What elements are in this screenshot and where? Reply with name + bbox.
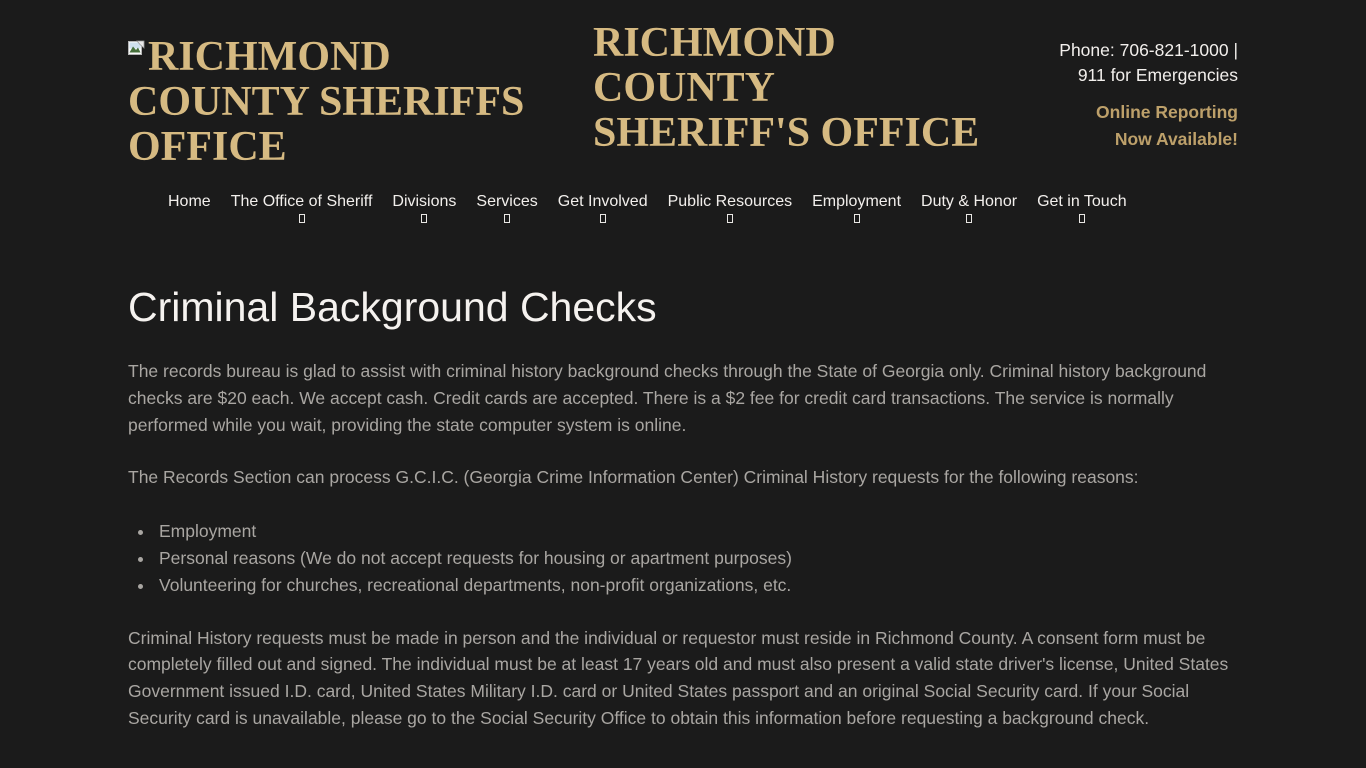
dropdown-indicator-icon [1079, 214, 1085, 223]
online-reporting-line: Online Reporting [1096, 102, 1238, 122]
online-reporting-line: Now Available! [1114, 129, 1238, 149]
nav-item-label: Duty & Honor [921, 193, 1018, 210]
nav-item-duty-honor[interactable] [921, 193, 1017, 223]
phone-number [1025, 38, 1238, 88]
site-title-line: RICHMOND [593, 20, 836, 66]
dropdown-indicator-icon [299, 214, 305, 223]
list-item: • Volunteering for churches, recreational departments, non-profit organizations, etc. [155, 572, 1238, 599]
nav-item-public-resources[interactable] [668, 193, 793, 223]
logo-alt-line: RICHMOND [148, 34, 391, 80]
nav-item-label: Get in Touch [1037, 193, 1127, 210]
nav-item-label: Home [168, 193, 211, 210]
nav-item-home[interactable] [168, 193, 211, 211]
article-content [128, 282, 1238, 732]
nav-item-label: Get Involved [557, 193, 648, 210]
dropdown-indicator-icon [966, 214, 972, 223]
nav-item-get-involved[interactable] [558, 193, 648, 223]
list-item: • Employment [155, 518, 1238, 545]
reasons-list [128, 518, 1238, 598]
site-title-line: COUNTY [593, 65, 776, 111]
phone-line: 911 for Emergencies [1077, 65, 1238, 85]
logo-alt-line: OFFICE [128, 124, 287, 170]
site-title [593, 21, 1025, 156]
header-contact [1025, 21, 1238, 153]
nav-item-divisions[interactable] [392, 193, 456, 223]
dropdown-indicator-icon [504, 214, 510, 223]
nav-item-label: Employment [812, 193, 902, 210]
page-container [128, 0, 1238, 732]
dropdown-indicator-icon [421, 214, 427, 223]
main-nav [128, 193, 1238, 223]
phone-line: Phone: 706-821-1000 | [1059, 40, 1238, 60]
paragraph-requirements: Criminal History requests must be made in person and the individual or requestor must reside in Richmond County. A consent form must be completely filled out and signed. The individual must be at least 17 years old and must also present a valid state driver's license, United States Government issued I.D. card, United States Military I.D. card or United States passport and an original Social Security card. If your Social Security card is unavailable, please go to the Social Security Office to obtain this information before requesting a background check. [128, 627, 1229, 728]
paragraph-intro: The records bureau is glad to assist with criminal history background checks through the State of Georgia only. Criminal history background checks are $20 each. We accept cash. Credit cards are accepted. There is a $2 fee for credit card transactions. The service is normally performed while you wait, providing the state computer system is online. [128, 361, 1207, 435]
nav-item-label: Public Resources [667, 193, 793, 210]
dropdown-indicator-icon [727, 214, 733, 223]
paragraph-records-section: The Records Section can process G.C.I.C. (Georgia Crime Information Center) Criminal History requests for the following reasons: [128, 467, 1139, 488]
nav-item-label: The Office of Sheriff [230, 193, 373, 210]
nav-item-employment[interactable] [812, 193, 901, 223]
broken-image-icon [128, 21, 145, 38]
logo-alt-line: COUNTY SHERIFFS [128, 79, 525, 125]
nav-item-label: Services [476, 193, 538, 210]
nav-item-label: Divisions [392, 193, 457, 210]
dropdown-indicator-icon [854, 214, 860, 223]
dropdown-indicator-icon [600, 214, 606, 223]
page-title: Criminal Background Checks [128, 284, 657, 330]
list-item: • Personal reasons (We do not accept requests for housing or apartment purposes) [155, 545, 1238, 572]
nav-item-services[interactable] [476, 193, 537, 223]
online-reporting-link[interactable] [1025, 99, 1238, 153]
site-title-line: SHERIFF'S OFFICE [593, 110, 980, 156]
nav-item-the-office-of-sheriff[interactable] [231, 193, 373, 223]
site-header [128, 0, 1238, 170]
site-logo-broken-image[interactable] [128, 21, 573, 170]
nav-item-get-in-touch[interactable] [1037, 193, 1127, 223]
